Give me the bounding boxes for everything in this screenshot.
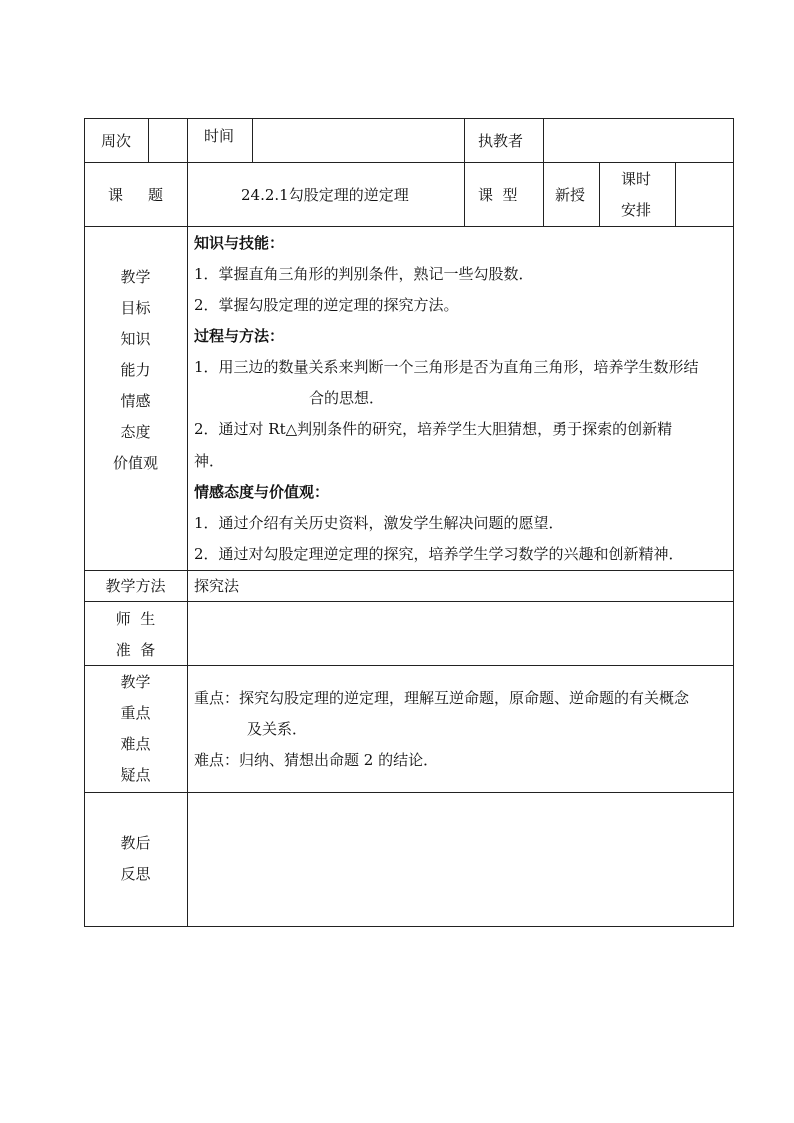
topic-label-2: 题	[148, 186, 164, 204]
process-item: 2．通过对 Rt△判别条件的研究，培养学生大胆猜想，勇于探索的创新精	[194, 420, 673, 438]
objectives-side-labels	[84, 262, 187, 479]
side-label: 能力	[120, 361, 151, 379]
hours-label-2: 安排	[621, 201, 652, 219]
method-label: 教学方法	[105, 577, 166, 595]
side-label: 教学	[120, 673, 151, 691]
row-divider	[84, 792, 734, 793]
column-divider	[187, 118, 188, 927]
row-divider	[84, 601, 734, 602]
side-label: 目标	[120, 299, 151, 317]
preparation-label-2: 准 备	[115, 641, 156, 659]
method-value: 探究法	[194, 577, 240, 595]
knowledge-item: 1．掌握直角三角形的判别条件，熟记一些勾股数．	[194, 265, 534, 283]
column-divider	[464, 118, 465, 226]
topic-value: 24.2.1勾股定理的逆定理	[241, 186, 409, 204]
row-divider	[84, 570, 734, 571]
side-label: 情感	[120, 392, 151, 410]
table-border-left	[84, 118, 85, 927]
knowledge-heading: 知识与技能：	[194, 234, 285, 252]
side-label: 教学	[120, 268, 151, 286]
process-item-continued: 神．	[194, 452, 225, 470]
process-item: 1．用三边的数量关系来判断一个三角形是否为直角三角形，培养学生数形结	[194, 358, 699, 376]
knowledge-item: 2．掌握勾股定理的逆定理的探究方法。	[194, 296, 459, 314]
side-label: 反思	[120, 865, 151, 883]
column-divider	[543, 118, 544, 226]
table-border-bottom	[84, 926, 734, 927]
side-label: 知识	[120, 330, 151, 348]
side-label: 价值观	[112, 454, 158, 472]
week-label: 周次	[101, 132, 132, 150]
row-divider	[84, 665, 734, 666]
reflection-side-labels	[84, 828, 187, 890]
table-border-top	[84, 118, 734, 119]
teacher-label: 执教者	[478, 132, 524, 150]
side-label: 教后	[120, 834, 151, 852]
topic-label-1: 课	[108, 186, 124, 204]
row-divider	[84, 226, 734, 227]
hours-label-1: 课时	[621, 170, 652, 188]
side-label: 疑点	[120, 766, 151, 784]
process-item-continued: 合的思想．	[309, 389, 385, 407]
table-border-right	[733, 118, 734, 927]
column-divider	[599, 162, 600, 226]
side-label: 态度	[120, 423, 151, 441]
column-divider	[148, 118, 149, 162]
row-divider	[84, 162, 734, 163]
column-divider	[675, 162, 676, 226]
focus-difficult-point: 难点：归纳、猜想出命题 2 的结论．	[194, 751, 439, 769]
process-heading: 过程与方法：	[194, 327, 285, 345]
focus-key-point: 重点：探究勾股定理的逆定理，理解互逆命题，原命题、逆命题的有关概念	[194, 689, 690, 707]
type-label: 课 型	[478, 186, 518, 204]
preparation-label-1: 师 生	[115, 610, 156, 628]
column-divider	[252, 118, 253, 162]
side-label: 难点	[120, 735, 151, 753]
focus-key-point-continued: 及关系．	[247, 720, 308, 738]
focus-side-labels	[84, 667, 187, 791]
type-value: 新授	[555, 186, 586, 204]
side-label: 重点	[120, 704, 151, 722]
emotion-item: 1．通过介绍有关历史资料，激发学生解决问题的愿望．	[194, 514, 564, 532]
emotion-heading: 情感态度与价值观：	[194, 483, 330, 501]
emotion-item: 2．通过对勾股定理逆定理的探究，培养学生学习数学的兴趣和创新精神．	[194, 545, 684, 563]
time-label: 时间	[204, 127, 235, 145]
